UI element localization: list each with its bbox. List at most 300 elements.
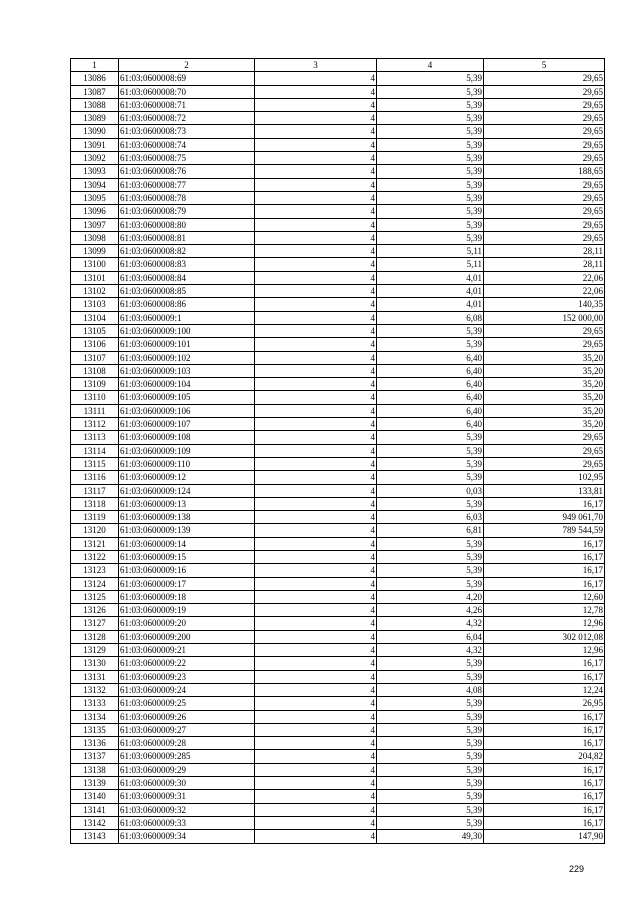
cadastral-number-cell: 61:03:0600009:26 (119, 710, 255, 723)
amount-cell: 16,17 (484, 723, 605, 736)
amount-cell: 16,17 (484, 710, 605, 723)
rate-cell: 4,20 (377, 590, 484, 603)
category-cell: 4 (255, 750, 377, 763)
category-cell: 4 (255, 72, 377, 85)
category-cell: 4 (255, 683, 377, 696)
category-cell: 4 (255, 511, 377, 524)
table-row (71, 484, 605, 497)
rate-cell: 5,39 (377, 152, 484, 165)
rate-cell: 5,39 (377, 737, 484, 750)
row-number-cell: 13127 (71, 617, 119, 630)
cadastral-number-cell: 61:03:0600009:25 (119, 697, 255, 710)
cadastral-number-cell: 61:03:0600009:108 (119, 431, 255, 444)
row-number-cell: 13123 (71, 564, 119, 577)
cadastral-number-cell: 61:03:0600008:77 (119, 178, 255, 191)
amount-cell: 140,35 (484, 298, 605, 311)
row-number-cell: 13126 (71, 604, 119, 617)
rate-cell: 5,39 (377, 165, 484, 178)
row-number-cell: 13128 (71, 630, 119, 643)
cadastral-number-cell: 61:03:0600008:86 (119, 298, 255, 311)
row-number-cell: 13093 (71, 165, 119, 178)
table-row (71, 630, 605, 643)
rate-cell: 6,40 (377, 391, 484, 404)
amount-cell: 789 544,59 (484, 524, 605, 537)
row-number-cell: 13141 (71, 803, 119, 816)
table-row (71, 98, 605, 111)
rate-cell: 5,39 (377, 431, 484, 444)
amount-cell: 35,20 (484, 391, 605, 404)
cadastral-number-cell: 61:03:0600008:70 (119, 85, 255, 98)
table-row (71, 85, 605, 98)
row-number-cell: 13109 (71, 378, 119, 391)
table-row (71, 790, 605, 803)
table-row (71, 537, 605, 550)
category-cell: 4 (255, 471, 377, 484)
cadastral-number-cell: 61:03:0600009:17 (119, 577, 255, 590)
category-cell: 4 (255, 577, 377, 590)
rate-cell: 6,40 (377, 364, 484, 377)
row-number-cell: 13105 (71, 324, 119, 337)
cadastral-number-cell: 61:03:0600009:29 (119, 763, 255, 776)
table-row (71, 404, 605, 417)
table-row (71, 763, 605, 776)
row-number-cell: 13112 (71, 418, 119, 431)
cadastral-number-cell: 61:03:0600008:73 (119, 125, 255, 138)
category-cell: 4 (255, 710, 377, 723)
cadastral-number-cell: 61:03:0600008:69 (119, 72, 255, 85)
row-number-cell: 13116 (71, 471, 119, 484)
category-cell: 4 (255, 644, 377, 657)
amount-cell: 16,17 (484, 657, 605, 670)
table-row (71, 138, 605, 151)
category-cell: 4 (255, 245, 377, 258)
rate-cell: 5,39 (377, 125, 484, 138)
table-row (71, 617, 605, 630)
rate-cell: 4,01 (377, 298, 484, 311)
table-row (71, 231, 605, 244)
category-cell: 4 (255, 617, 377, 630)
amount-cell: 35,20 (484, 364, 605, 377)
rate-cell: 5,39 (377, 218, 484, 231)
table-row (71, 378, 605, 391)
amount-cell: 16,17 (484, 803, 605, 816)
rate-cell: 5,39 (377, 710, 484, 723)
category-cell: 4 (255, 418, 377, 431)
category-cell: 4 (255, 590, 377, 603)
row-number-cell: 13131 (71, 670, 119, 683)
rate-cell: 5,39 (377, 497, 484, 510)
row-number-cell: 13138 (71, 763, 119, 776)
amount-cell: 16,17 (484, 537, 605, 550)
amount-cell: 29,65 (484, 138, 605, 151)
category-cell: 4 (255, 378, 377, 391)
amount-cell: 12,24 (484, 683, 605, 696)
table-row (71, 524, 605, 537)
table-row (71, 444, 605, 457)
row-number-cell: 13133 (71, 697, 119, 710)
row-number-cell: 13096 (71, 205, 119, 218)
amount-cell: 29,65 (484, 231, 605, 244)
amount-cell: 16,17 (484, 763, 605, 776)
category-cell: 4 (255, 497, 377, 510)
category-cell: 4 (255, 404, 377, 417)
amount-cell: 204,82 (484, 750, 605, 763)
table-row (71, 218, 605, 231)
category-cell: 4 (255, 763, 377, 776)
category-cell: 4 (255, 723, 377, 736)
amount-cell: 29,65 (484, 338, 605, 351)
cadastral-number-cell: 61:03:0600009:12 (119, 471, 255, 484)
row-number-cell: 13129 (71, 644, 119, 657)
category-cell: 4 (255, 165, 377, 178)
table-row (71, 604, 605, 617)
amount-cell: 29,65 (484, 457, 605, 470)
amount-cell: 16,17 (484, 777, 605, 790)
table-row (71, 112, 605, 125)
table-row (71, 191, 605, 204)
amount-cell: 28,11 (484, 258, 605, 271)
table-row (71, 710, 605, 723)
amount-cell: 16,17 (484, 497, 605, 510)
cadastral-number-cell: 61:03:0600009:16 (119, 564, 255, 577)
rate-cell: 4,01 (377, 285, 484, 298)
amount-cell: 12,60 (484, 590, 605, 603)
cadastral-number-cell: 61:03:0600009:104 (119, 378, 255, 391)
table-row (71, 511, 605, 524)
cadastral-number-cell: 61:03:0600009:101 (119, 338, 255, 351)
amount-cell: 35,20 (484, 404, 605, 417)
row-number-cell: 13111 (71, 404, 119, 417)
page-number: 229 (568, 864, 584, 874)
amount-cell: 35,20 (484, 378, 605, 391)
table-row (71, 391, 605, 404)
amount-cell: 35,20 (484, 351, 605, 364)
rate-cell: 5,39 (377, 444, 484, 457)
row-number-cell: 13087 (71, 85, 119, 98)
rate-cell: 5,39 (377, 471, 484, 484)
rate-cell: 4,26 (377, 604, 484, 617)
rate-cell: 4,01 (377, 271, 484, 284)
table-row (71, 258, 605, 271)
category-cell: 4 (255, 630, 377, 643)
cadastral-number-cell: 61:03:0600009:285 (119, 750, 255, 763)
amount-cell: 16,17 (484, 670, 605, 683)
category-cell: 4 (255, 604, 377, 617)
category-cell: 4 (255, 271, 377, 284)
category-cell: 4 (255, 444, 377, 457)
row-number-cell: 13098 (71, 231, 119, 244)
rate-cell: 6,40 (377, 351, 484, 364)
category-cell: 4 (255, 697, 377, 710)
row-number-cell: 13134 (71, 710, 119, 723)
rate-cell: 5,39 (377, 338, 484, 351)
row-number-cell: 13125 (71, 590, 119, 603)
row-number-cell: 13107 (71, 351, 119, 364)
category-cell: 4 (255, 205, 377, 218)
amount-cell: 16,17 (484, 790, 605, 803)
rate-cell: 5,39 (377, 790, 484, 803)
amount-cell: 29,65 (484, 72, 605, 85)
cadastral-number-cell: 61:03:0600008:75 (119, 152, 255, 165)
cadastral-number-cell: 61:03:0600009:21 (119, 644, 255, 657)
table-row (71, 816, 605, 829)
table-row (71, 364, 605, 377)
row-number-cell: 13092 (71, 152, 119, 165)
row-number-cell: 13086 (71, 72, 119, 85)
table-row (71, 590, 605, 603)
amount-cell: 12,96 (484, 644, 605, 657)
column-header: 5 (484, 59, 605, 72)
amount-cell: 16,17 (484, 564, 605, 577)
cadastral-number-cell: 61:03:0600009:27 (119, 723, 255, 736)
rate-cell: 5,39 (377, 564, 484, 577)
cadastral-number-cell: 61:03:0600009:32 (119, 803, 255, 816)
row-number-cell: 13090 (71, 125, 119, 138)
amount-cell: 147,90 (484, 830, 605, 843)
rate-cell: 5,11 (377, 245, 484, 258)
row-number-cell: 13103 (71, 298, 119, 311)
cadastral-number-cell: 61:03:0600009:139 (119, 524, 255, 537)
row-number-cell: 13122 (71, 550, 119, 563)
rate-cell: 4,32 (377, 644, 484, 657)
rate-cell: 6,40 (377, 404, 484, 417)
cadastral-number-cell: 61:03:0600009:100 (119, 324, 255, 337)
table-row (71, 338, 605, 351)
amount-cell: 12,96 (484, 617, 605, 630)
cadastral-number-cell: 61:03:0600009:18 (119, 590, 255, 603)
table-row (71, 298, 605, 311)
column-header: 4 (377, 59, 484, 72)
cadastral-number-cell: 61:03:0600009:15 (119, 550, 255, 563)
rate-cell: 5,39 (377, 98, 484, 111)
table-row (71, 285, 605, 298)
cadastral-number-cell: 61:03:0600008:81 (119, 231, 255, 244)
rate-cell: 5,39 (377, 803, 484, 816)
table-row (71, 830, 605, 843)
rate-cell: 5,39 (377, 750, 484, 763)
table-row (71, 72, 605, 85)
row-number-cell: 13119 (71, 511, 119, 524)
cadastral-number-cell: 61:03:0600008:80 (119, 218, 255, 231)
cadastral-number-cell: 61:03:0600009:106 (119, 404, 255, 417)
amount-cell: 102,95 (484, 471, 605, 484)
rate-cell: 6,81 (377, 524, 484, 537)
rate-cell: 5,39 (377, 763, 484, 776)
rate-cell: 5,39 (377, 723, 484, 736)
rate-cell: 6,40 (377, 418, 484, 431)
row-number-cell: 13124 (71, 577, 119, 590)
rate-cell: 5,39 (377, 85, 484, 98)
cadastral-number-cell: 61:03:0600008:82 (119, 245, 255, 258)
rate-cell: 0,03 (377, 484, 484, 497)
table-row (71, 550, 605, 563)
rate-cell: 5,39 (377, 537, 484, 550)
cadastral-number-cell: 61:03:0600009:102 (119, 351, 255, 364)
rate-cell: 5,39 (377, 231, 484, 244)
row-number-cell: 13142 (71, 816, 119, 829)
cadastral-number-cell: 61:03:0600009:34 (119, 830, 255, 843)
category-cell: 4 (255, 218, 377, 231)
category-cell: 4 (255, 298, 377, 311)
rate-cell: 5,39 (377, 324, 484, 337)
amount-cell: 26,95 (484, 697, 605, 710)
category-cell: 4 (255, 790, 377, 803)
row-number-cell: 13108 (71, 364, 119, 377)
rate-cell: 6,04 (377, 630, 484, 643)
table-row (71, 324, 605, 337)
row-number-cell: 13104 (71, 311, 119, 324)
table-body (71, 72, 605, 843)
rate-cell: 5,11 (377, 258, 484, 271)
amount-cell: 949 061,70 (484, 511, 605, 524)
table-row (71, 418, 605, 431)
row-number-cell: 13102 (71, 285, 119, 298)
cadastral-number-cell: 61:03:0600009:30 (119, 777, 255, 790)
rate-cell: 5,39 (377, 112, 484, 125)
table-row (71, 737, 605, 750)
amount-cell: 29,65 (484, 125, 605, 138)
category-cell: 4 (255, 564, 377, 577)
category-cell: 4 (255, 670, 377, 683)
cadastral-number-cell: 61:03:0600008:72 (119, 112, 255, 125)
table-row (71, 471, 605, 484)
cadastral-number-cell: 61:03:0600009:13 (119, 497, 255, 510)
cadastral-number-cell: 61:03:0600008:83 (119, 258, 255, 271)
table-row (71, 683, 605, 696)
table-row (71, 497, 605, 510)
amount-cell: 188,65 (484, 165, 605, 178)
category-cell: 4 (255, 431, 377, 444)
row-number-cell: 13088 (71, 98, 119, 111)
cadastral-number-cell: 61:03:0600009:138 (119, 511, 255, 524)
row-number-cell: 13118 (71, 497, 119, 510)
amount-cell: 16,17 (484, 550, 605, 563)
cadastral-number-cell: 61:03:0600009:23 (119, 670, 255, 683)
row-number-cell: 13121 (71, 537, 119, 550)
amount-cell: 16,17 (484, 737, 605, 750)
table-row (71, 777, 605, 790)
cadastral-number-cell: 61:03:0600009:24 (119, 683, 255, 696)
category-cell: 4 (255, 178, 377, 191)
table-row (71, 670, 605, 683)
category-cell: 4 (255, 657, 377, 670)
row-number-cell: 13101 (71, 271, 119, 284)
table-row (71, 657, 605, 670)
rate-cell: 5,39 (377, 138, 484, 151)
table-row (71, 245, 605, 258)
cadastral-number-cell: 61:03:0600008:74 (119, 138, 255, 151)
row-number-cell: 13136 (71, 737, 119, 750)
amount-cell: 29,65 (484, 112, 605, 125)
amount-cell: 29,65 (484, 85, 605, 98)
cadastral-number-cell: 61:03:0600009:110 (119, 457, 255, 470)
category-cell: 4 (255, 338, 377, 351)
category-cell: 4 (255, 285, 377, 298)
rate-cell: 5,39 (377, 72, 484, 85)
rate-cell: 6,08 (377, 311, 484, 324)
rate-cell: 5,39 (377, 777, 484, 790)
table-row (71, 803, 605, 816)
amount-cell: 29,65 (484, 98, 605, 111)
amount-cell: 35,20 (484, 418, 605, 431)
cadastral-number-cell: 61:03:0600009:28 (119, 737, 255, 750)
category-cell: 4 (255, 125, 377, 138)
rate-cell: 6,40 (377, 378, 484, 391)
category-cell: 4 (255, 85, 377, 98)
table-row (71, 152, 605, 165)
cadastral-number-cell: 61:03:0600009:124 (119, 484, 255, 497)
row-number-cell: 13110 (71, 391, 119, 404)
category-cell: 4 (255, 537, 377, 550)
category-cell: 4 (255, 98, 377, 111)
amount-cell: 16,17 (484, 816, 605, 829)
table-row (71, 723, 605, 736)
rate-cell: 5,39 (377, 816, 484, 829)
table-row (71, 165, 605, 178)
cadastral-number-cell: 61:03:0600008:78 (119, 191, 255, 204)
row-number-cell: 13115 (71, 457, 119, 470)
cadastral-number-cell: 61:03:0600009:31 (119, 790, 255, 803)
category-cell: 4 (255, 364, 377, 377)
cadastral-number-cell: 61:03:0600008:79 (119, 205, 255, 218)
rate-cell: 4,08 (377, 683, 484, 696)
amount-cell: 22,06 (484, 285, 605, 298)
row-number-cell: 13120 (71, 524, 119, 537)
amount-cell: 302 012,08 (484, 630, 605, 643)
table-row (71, 125, 605, 138)
cadastral-number-cell: 61:03:0600009:22 (119, 657, 255, 670)
amount-cell: 29,65 (484, 431, 605, 444)
amount-cell: 29,65 (484, 324, 605, 337)
rate-cell: 5,39 (377, 457, 484, 470)
rate-cell: 5,39 (377, 657, 484, 670)
category-cell: 4 (255, 231, 377, 244)
amount-cell: 28,11 (484, 245, 605, 258)
table-row (71, 750, 605, 763)
row-number-cell: 13137 (71, 750, 119, 763)
cadastral-number-cell: 61:03:0600009:19 (119, 604, 255, 617)
row-number-cell: 13135 (71, 723, 119, 736)
row-number-cell: 13113 (71, 431, 119, 444)
table-row (71, 205, 605, 218)
row-number-cell: 13114 (71, 444, 119, 457)
row-number-cell: 13097 (71, 218, 119, 231)
category-cell: 4 (255, 191, 377, 204)
row-number-cell: 13140 (71, 790, 119, 803)
cadastral-number-cell: 61:03:0600008:84 (119, 271, 255, 284)
table-row (71, 431, 605, 444)
category-cell: 4 (255, 803, 377, 816)
category-cell: 4 (255, 152, 377, 165)
category-cell: 4 (255, 777, 377, 790)
row-number-cell: 13132 (71, 683, 119, 696)
cadastral-number-cell: 61:03:0600009:14 (119, 537, 255, 550)
rate-cell: 5,39 (377, 178, 484, 191)
table-row (71, 564, 605, 577)
table-row (71, 178, 605, 191)
amount-cell: 12,78 (484, 604, 605, 617)
category-cell: 4 (255, 484, 377, 497)
category-cell: 4 (255, 258, 377, 271)
category-cell: 4 (255, 324, 377, 337)
row-number-cell: 13130 (71, 657, 119, 670)
amount-cell: 22,06 (484, 271, 605, 284)
amount-cell: 29,65 (484, 218, 605, 231)
rate-cell: 5,39 (377, 577, 484, 590)
row-number-cell: 13139 (71, 777, 119, 790)
amount-cell: 29,65 (484, 205, 605, 218)
row-number-cell: 13095 (71, 191, 119, 204)
